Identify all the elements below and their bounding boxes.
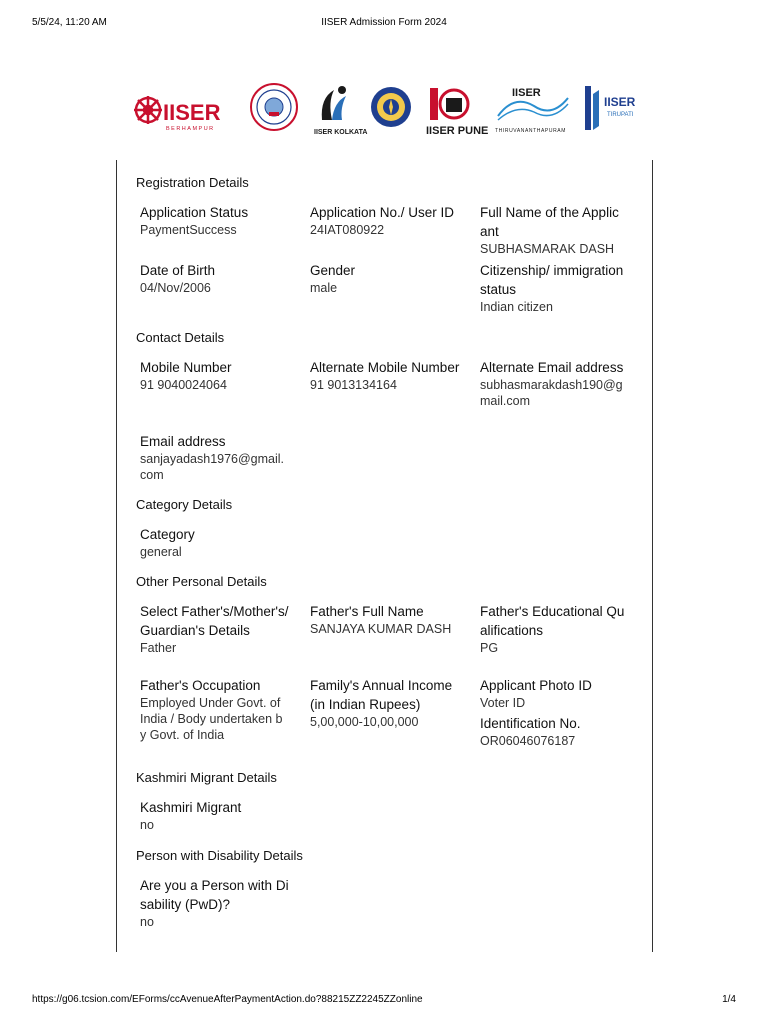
field-label: Application Status (140, 205, 249, 220)
print-title: IISER Admission Form 2024 (321, 17, 447, 28)
field-value: PG (480, 641, 499, 655)
field-value: sanjayadash1976@gmail.com (140, 452, 285, 482)
field-citizenship (480, 261, 625, 315)
field-value: PaymentSuccess (140, 223, 237, 237)
tvm-logo-text: IISER (512, 87, 541, 99)
field-label: Kashmiri Migrant (140, 800, 242, 815)
field-value: Father (140, 641, 177, 655)
field-label: Alternate Mobile Number (310, 360, 460, 375)
field-label: Family's Annual Income (in Indian Rupees) (310, 678, 453, 712)
print-page-number: 1/4 (722, 994, 736, 1005)
print-date: 5/5/24, 11:20 AM (32, 17, 107, 28)
field-label: Gender (310, 263, 356, 278)
field-alternate-email (480, 358, 625, 409)
section-kashmiri: Kashmiri Migrant Details (136, 770, 277, 785)
field-label: Full Name of the Applicant (480, 205, 619, 239)
field-alternate-mobile (310, 358, 460, 393)
form-frame-right (652, 160, 653, 952)
form-frame-left (116, 160, 117, 952)
iiser-bhopal-seal (249, 80, 299, 138)
field-label: Father's Educational Qualifications (480, 604, 625, 638)
field-gender (310, 261, 460, 296)
field-label: Mobile Number (140, 360, 232, 375)
section-other-personal: Other Personal Details (136, 574, 267, 589)
field-guardian-details (140, 602, 290, 656)
field-label: Father's Full Name (310, 604, 424, 619)
iiser-tvm-logo (494, 80, 572, 138)
field-label: Category (140, 527, 195, 542)
tirupati-logo-sub: TIRUPATI (607, 112, 634, 118)
section-category: Category Details (136, 497, 233, 512)
field-email-address (140, 432, 290, 483)
field-label: Are you a Person with Disability (PwD)? (140, 878, 289, 912)
field-label: Select Father's/Mother's/Guardian's Details (140, 604, 289, 638)
section-contact: Contact Details (136, 330, 225, 345)
field-label: Citizenship/ immigration status (480, 263, 624, 297)
field-label: Applicant Photo ID (480, 678, 592, 693)
field-pwd (140, 876, 290, 930)
field-value: general (140, 545, 182, 559)
field-label: Date of Birth (140, 263, 216, 278)
field-value: Indian citizen (480, 300, 553, 314)
print-url: https://g06.tcsion.com/EForms/ccAvenueAfterPaymentAction.do?88215ZZ2245ZZonline (32, 994, 423, 1005)
field-application-no (310, 203, 460, 238)
field-application-status (140, 203, 290, 238)
field-value: 91 9013134164 (310, 378, 397, 392)
field-full-name (480, 203, 625, 257)
field-mobile-number (140, 358, 290, 393)
iiser-tirupati-logo (577, 80, 647, 138)
field-label: Alternate Email address (480, 360, 624, 375)
field-value: male (310, 281, 338, 295)
field-value: 24IAT080922 (310, 223, 385, 237)
berhampur-logo-text: IISER (163, 100, 221, 125)
field-label: Email address (140, 434, 226, 449)
field-label: Identification No. (480, 716, 581, 731)
field-category (140, 525, 290, 560)
tirupati-logo-text: IISER (604, 95, 636, 109)
field-father-occupation (140, 676, 290, 743)
field-value: Voter ID (480, 696, 526, 710)
field-value: subhasmarakdash190@gmail.com (480, 378, 623, 408)
kolkata-logo-text: IISER KOLKATA (314, 129, 368, 136)
field-photo-id (480, 676, 625, 711)
field-value: 04/Nov/2006 (140, 281, 211, 295)
field-family-income (310, 676, 460, 730)
field-father-name (310, 602, 460, 637)
iiser-kolkata-logo (312, 80, 368, 138)
field-date-of-birth (140, 261, 290, 296)
berhampur-logo-sub: BERHAMPUR (166, 126, 215, 132)
field-value: 91 9040024064 (140, 378, 227, 392)
iiser-berhampur-logo (132, 80, 237, 138)
field-value: no (140, 915, 154, 929)
iiser-mohali-seal (369, 80, 413, 138)
field-value: SUBHASMARAK DASH (480, 242, 615, 256)
logo-band (72, 70, 696, 150)
field-value: Employed Under Govt. of India / Body undertaken by Govt. of India (140, 696, 283, 742)
field-value: OR06046076187 (480, 734, 576, 748)
field-label: Father's Occupation (140, 678, 261, 693)
pune-logo-text: IISER PUNE (426, 125, 489, 137)
field-identification-no (480, 714, 625, 749)
field-kashmiri-migrant (140, 798, 290, 833)
field-label: Application No./ User ID (310, 205, 455, 220)
field-value: no (140, 818, 154, 832)
field-value: 5,00,000-10,00,000 (310, 715, 419, 729)
section-registration: Registration Details (136, 175, 249, 190)
tvm-logo-sub: THIRUVANANTHAPURAM (495, 128, 566, 134)
field-value: SANJAYA KUMAR DASH (310, 622, 452, 636)
section-pwd: Person with Disability Details (136, 848, 303, 863)
field-father-education (480, 602, 625, 656)
